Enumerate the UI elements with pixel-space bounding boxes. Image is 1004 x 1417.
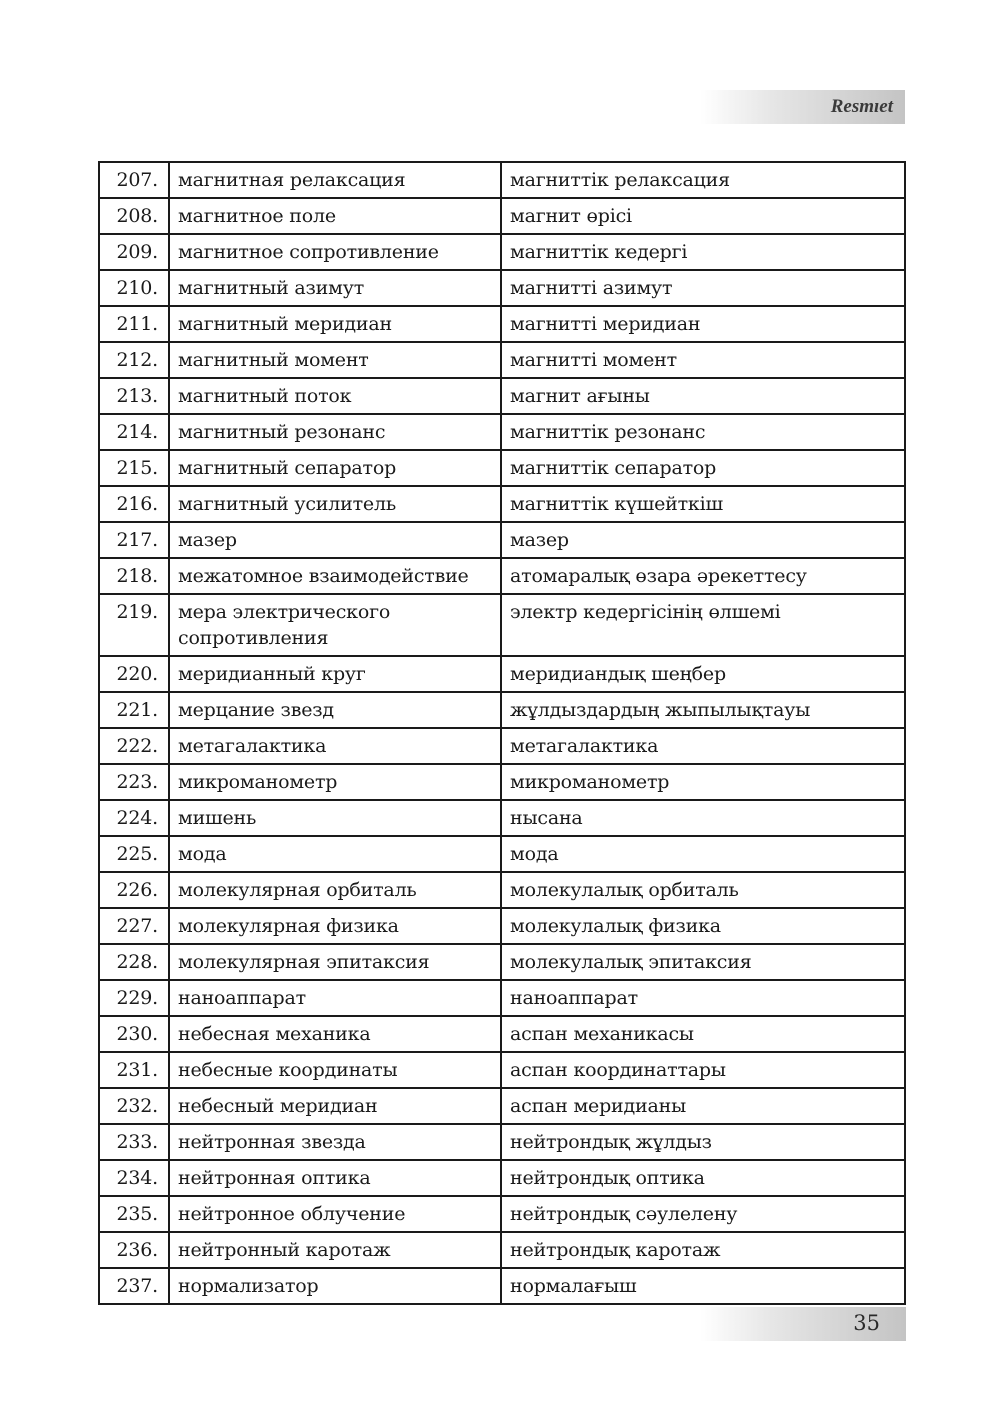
table-row — [99, 728, 905, 764]
table-row — [99, 414, 905, 450]
row-number: 231. — [99, 1052, 169, 1088]
table-row — [99, 306, 905, 342]
table-row — [99, 594, 905, 656]
kazakh-term: молекулалық физика — [501, 908, 905, 944]
table-row — [99, 1232, 905, 1268]
table-row — [99, 836, 905, 872]
table-row — [99, 450, 905, 486]
russian-term: мера электрического сопротивления — [169, 594, 501, 656]
table-row — [99, 378, 905, 414]
russian-term: нейтронный каротаж — [169, 1232, 501, 1268]
kazakh-term: метагалактика — [501, 728, 905, 764]
row-number: 225. — [99, 836, 169, 872]
kazakh-term: нейтрондық сәулелену — [501, 1196, 905, 1232]
russian-term: межатомное взаимодействие — [169, 558, 501, 594]
russian-term: магнитная релаксация — [169, 162, 501, 198]
kazakh-term: нейтрондық оптика — [501, 1160, 905, 1196]
row-number: 214. — [99, 414, 169, 450]
row-number: 218. — [99, 558, 169, 594]
russian-term: небесная механика — [169, 1016, 501, 1052]
russian-term: мода — [169, 836, 501, 872]
terminology-table — [98, 161, 906, 1305]
russian-term: микроманометр — [169, 764, 501, 800]
row-number: 209. — [99, 234, 169, 270]
table-row — [99, 872, 905, 908]
russian-term: нормализатор — [169, 1268, 501, 1304]
russian-term: магнитный сепаратор — [169, 450, 501, 486]
table-row — [99, 558, 905, 594]
russian-term: наноаппарат — [169, 980, 501, 1016]
kazakh-term: мазер — [501, 522, 905, 558]
russian-term: магнитный усилитель — [169, 486, 501, 522]
table-row — [99, 1124, 905, 1160]
kazakh-term: аспан координаттары — [501, 1052, 905, 1088]
kazakh-term: магнитті меридиан — [501, 306, 905, 342]
table-row — [99, 764, 905, 800]
row-number: 221. — [99, 692, 169, 728]
kazakh-term: нысана — [501, 800, 905, 836]
row-number: 229. — [99, 980, 169, 1016]
table-row — [99, 522, 905, 558]
row-number: 207. — [99, 162, 169, 198]
russian-term: магнитный азимут — [169, 270, 501, 306]
table-row — [99, 800, 905, 836]
row-number: 224. — [99, 800, 169, 836]
row-number: 222. — [99, 728, 169, 764]
russian-term: метагалактика — [169, 728, 501, 764]
table-row — [99, 1268, 905, 1304]
table-row — [99, 486, 905, 522]
row-number: 236. — [99, 1232, 169, 1268]
kazakh-term: аспан механикасы — [501, 1016, 905, 1052]
kazakh-term: нейтрондық каротаж — [501, 1232, 905, 1268]
row-number: 230. — [99, 1016, 169, 1052]
table-row — [99, 162, 905, 198]
kazakh-term: жұлдыздардың жыпылықтауы — [501, 692, 905, 728]
russian-term: нейтронное облучение — [169, 1196, 501, 1232]
page-number: 35 — [853, 1311, 880, 1335]
russian-term: меридианный круг — [169, 656, 501, 692]
russian-term: мазер — [169, 522, 501, 558]
kazakh-term: магнит өрісі — [501, 198, 905, 234]
row-number: 217. — [99, 522, 169, 558]
row-number: 232. — [99, 1088, 169, 1124]
kazakh-term: магниттік күшейткіш — [501, 486, 905, 522]
kazakh-term: магниттік релаксация — [501, 162, 905, 198]
kazakh-term: магнит ағыны — [501, 378, 905, 414]
table-row — [99, 234, 905, 270]
table-body — [99, 162, 905, 1304]
russian-term: мишень — [169, 800, 501, 836]
table-row — [99, 656, 905, 692]
russian-term: магнитное сопротивление — [169, 234, 501, 270]
row-number: 223. — [99, 764, 169, 800]
header-band — [700, 90, 905, 124]
russian-term: нейтронная оптика — [169, 1160, 501, 1196]
kazakh-term: молекулалық орбиталь — [501, 872, 905, 908]
table-row — [99, 1088, 905, 1124]
russian-term: нейтронная звезда — [169, 1124, 501, 1160]
russian-term: молекулярная физика — [169, 908, 501, 944]
kazakh-term: нейтрондық жұлдыз — [501, 1124, 905, 1160]
kazakh-term: магниттік резонанс — [501, 414, 905, 450]
russian-term: магнитный поток — [169, 378, 501, 414]
table-row — [99, 198, 905, 234]
row-number: 215. — [99, 450, 169, 486]
kazakh-term: молекулалық эпитаксия — [501, 944, 905, 980]
table-row — [99, 980, 905, 1016]
table-row — [99, 342, 905, 378]
russian-term: молекулярная орбиталь — [169, 872, 501, 908]
table-row — [99, 692, 905, 728]
kazakh-term: магнитті момент — [501, 342, 905, 378]
row-number: 211. — [99, 306, 169, 342]
table-row — [99, 270, 905, 306]
table-row — [99, 1016, 905, 1052]
kazakh-term: магниттік кедергі — [501, 234, 905, 270]
table-row — [99, 1160, 905, 1196]
row-number: 210. — [99, 270, 169, 306]
row-number: 233. — [99, 1124, 169, 1160]
table-row — [99, 944, 905, 980]
row-number: 216. — [99, 486, 169, 522]
row-number: 226. — [99, 872, 169, 908]
table-row — [99, 1196, 905, 1232]
row-number: 227. — [99, 908, 169, 944]
row-number: 234. — [99, 1160, 169, 1196]
kazakh-term: наноаппарат — [501, 980, 905, 1016]
row-number: 220. — [99, 656, 169, 692]
russian-term: магнитный момент — [169, 342, 501, 378]
table-row — [99, 1052, 905, 1088]
row-number: 228. — [99, 944, 169, 980]
footer-band — [700, 1307, 906, 1341]
row-number: 237. — [99, 1268, 169, 1304]
kazakh-term: аспан меридианы — [501, 1088, 905, 1124]
kazakh-term: нормалағыш — [501, 1268, 905, 1304]
kazakh-term: меридиандық шеңбер — [501, 656, 905, 692]
russian-term: молекулярная эпитаксия — [169, 944, 501, 980]
russian-term: магнитный резонанс — [169, 414, 501, 450]
russian-term: магнитное поле — [169, 198, 501, 234]
kazakh-term: мода — [501, 836, 905, 872]
russian-term: магнитный меридиан — [169, 306, 501, 342]
row-number: 219. — [99, 594, 169, 656]
table-row — [99, 908, 905, 944]
russian-term: небесные координаты — [169, 1052, 501, 1088]
header-label: Resmıet — [830, 96, 893, 117]
row-number: 213. — [99, 378, 169, 414]
kazakh-term: электр кедергісінің өлшемі — [501, 594, 905, 656]
kazakh-term: атомаралық өзара әрекеттесу — [501, 558, 905, 594]
kazakh-term: магнитті азимут — [501, 270, 905, 306]
row-number: 208. — [99, 198, 169, 234]
kazakh-term: магниттік сепаратор — [501, 450, 905, 486]
kazakh-term: микроманометр — [501, 764, 905, 800]
russian-term: мерцание звезд — [169, 692, 501, 728]
row-number: 235. — [99, 1196, 169, 1232]
row-number: 212. — [99, 342, 169, 378]
russian-term: небесный меридиан — [169, 1088, 501, 1124]
